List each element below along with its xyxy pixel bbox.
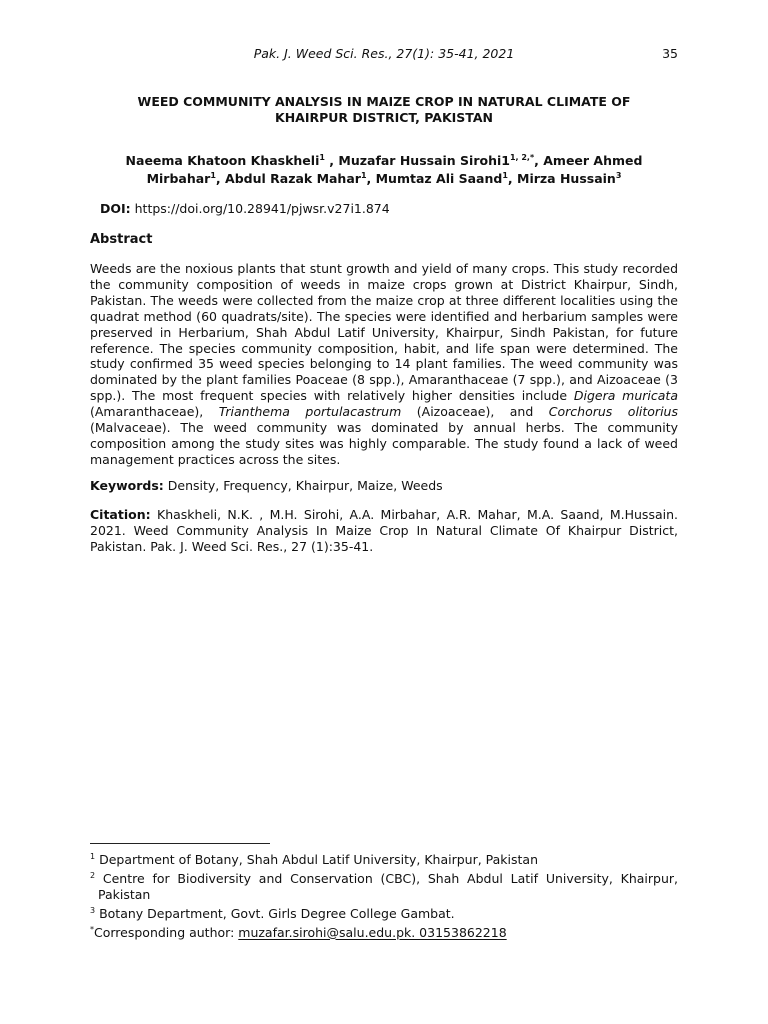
footnote-text: Department of Botany, Shah Abdul Latif University, Khairpur, Pakistan xyxy=(95,852,539,868)
abstract-paragraph xyxy=(90,261,678,468)
abstract-body xyxy=(90,261,678,468)
author-name: , Abdul Razak Mahar xyxy=(215,171,361,186)
footnote-mark: 2 xyxy=(90,871,96,881)
abstract-text: (Malvaceae). The weed community was dominated by annual herbs. The community composition among the study sites was highly comparable. The study found a lack of weed management practices across the sites. xyxy=(90,420,678,467)
page-number: 35 xyxy=(662,46,678,61)
email-link[interactable]: muzafar.sirohi@salu.edu.pk. 03153862218 xyxy=(238,925,507,941)
abstract-text: (Aizoaceae), and xyxy=(401,404,549,420)
footnote-text: Centre for Biodiversity and Conservation (CBC), Shah Abdul Latif University, Khairpur, Pakistan xyxy=(95,871,678,903)
keywords-value: Density, Frequency, Khairpur, Maize, Weeds xyxy=(163,478,443,493)
doi-link[interactable]: https://doi.org/10.28941/pjwsr.v27i1.874 xyxy=(130,201,390,216)
abstract-text: Weeds are the noxious plants that stunt growth and yield of many crops. This study recorded the community composition of weeds in maize crops grown at District Khairpur, Sindh, Pakistan. The weeds were collected from the maize crop at three different localities using the quadrat method (60 quadrats/site). The species were identified and herbarium samples were preserved in Herbarium, Shah Abdul Latif University, Khairpur, Sindh Pakistan, for future reference. The species community composition, habit, and life span were determined. The study confirmed 35 weed species belonging to 14 plant families. The weed community was dominated by the plant families Poaceae (8 spp.), Amaranthaceae (7 spp.), and Aizoaceae (3 spp.). The most frequent species with relatively higher densities include xyxy=(90,261,678,404)
footnote-text: Botany Department, Govt. Girls Degree College Gambat. xyxy=(95,906,455,922)
footnote-text: Corresponding author: xyxy=(94,925,239,941)
footnote-1 xyxy=(90,849,678,868)
footnote-3 xyxy=(90,903,678,922)
species-name: Trianthema portulacastrum xyxy=(218,404,402,420)
author-name: , Mirza Hussain xyxy=(507,171,616,186)
abstract-heading: Abstract xyxy=(90,232,153,247)
affiliation-mark: 3 xyxy=(615,170,622,180)
journal-header: Pak. J. Weed Sci. Res., 27(1): 35-41, 2021 xyxy=(253,46,515,61)
affiliation-mark: 1, 2,* xyxy=(509,152,535,162)
title-line-1: WEED COMMUNITY ANALYSIS IN MAIZE CROP IN NATURAL CLIMATE OF xyxy=(137,94,631,109)
abstract-text: (Amaranthaceae), xyxy=(90,404,219,420)
author-name: , Muzafar Hussain Sirohi1 xyxy=(324,153,510,168)
footnote-corresponding xyxy=(90,922,678,941)
paper-title xyxy=(90,94,678,126)
affiliation-mark: 1 xyxy=(360,170,367,180)
footnote-mark: 3 xyxy=(90,906,96,916)
affiliation-mark: 1 xyxy=(319,152,325,162)
author-list xyxy=(90,152,678,188)
affiliation-mark: 1 xyxy=(502,170,508,180)
footnote-divider xyxy=(90,843,270,844)
species-name: Corchorus olitorius xyxy=(548,404,678,420)
title-line-2: KHAIRPUR DISTRICT, PAKISTAN xyxy=(275,110,493,125)
footnote-mark: * xyxy=(90,925,94,935)
keywords-line xyxy=(90,478,678,494)
species-name: Digera muricata xyxy=(573,388,678,404)
citation-block xyxy=(90,507,678,555)
keywords-label: Keywords: xyxy=(90,478,164,493)
doi-label: DOI: xyxy=(100,201,131,216)
doi-line xyxy=(100,201,390,216)
author-name: , Ameer Ahmed Mirbahar xyxy=(146,153,643,186)
citation-label: Citation: xyxy=(90,507,151,522)
footnote-2 xyxy=(90,868,678,903)
author-name: , Mumtaz Ali Saand xyxy=(366,171,503,186)
affiliation-mark: 1 xyxy=(210,170,216,180)
author-name: Naeema Khatoon Khaskheli xyxy=(125,153,320,168)
citation-text: Khaskheli, N.K. , M.H. Sirohi, A.A. Mirbahar, A.R. Mahar, M.A. Saand, M.Hussain. 2021. Weed Community Analysis In Maize Crop In Natural Climate Of Khairpur District, Pakistan. Pak. J. Weed Sci. Res., 27 (1):35-41. xyxy=(90,507,678,554)
footnote-mark: 1 xyxy=(90,852,96,861)
footnotes xyxy=(90,849,678,942)
